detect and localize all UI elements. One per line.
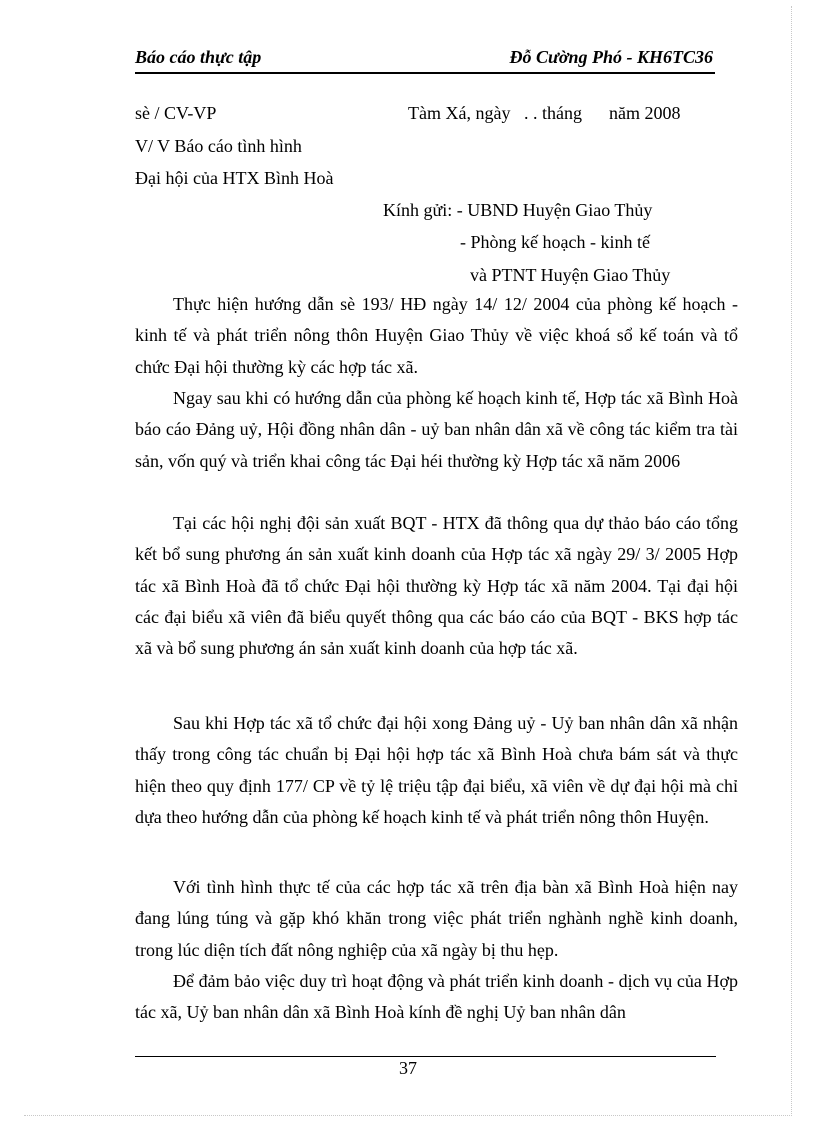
body-paragraph-2: Ngay sau khi có hướng dẫn của phòng kế hoạch kinh tế, Hợp tác xã Bình Hoà báo cáo Đảng uỷ, Hội đồng nhân dân - uỷ ban nhân dân xã về công tác kiểm tra tài sản, vốn quý và triển khai công tác Đại héi thường kỳ Hợp tác xã năm 2006 (135, 388, 738, 471)
body-paragraph-1: Thực hiện hướng dẫn sè 193/ HĐ ngày 14/ 12/ 2004 của phòng kế hoạch - kinh tế và phát triển nông thôn Huyện Giao Thủy về việc khoá sổ kế toán và tổ chức Đại hội thường kỳ các hợp tác xã. (135, 294, 738, 377)
reference-number: sè / CV-VP (135, 103, 217, 123)
header-author: Đỗ Cường Phó - KH6TC36 (509, 47, 713, 67)
running-header (135, 46, 715, 74)
body-paragraph-6: Để đảm bảo việc duy trì hoạt động và phát triển kinh doanh - dịch vụ của Hợp tác xã, Uỷ ban nhân dân xã Bình Hoà kính đề nghị Uỷ ban nhân dân (135, 971, 738, 1023)
body-paragraph-3: Tại các hội nghị đội sản xuất BQT - HTX đã thông qua dự thảo báo cáo tổng kết bổ sung phương án sản xuất kinh doanh của Hợp tác xã ngày 29/ 3/ 2005 Hợp tác xã Bình Hoà đã tổ chức Đại hội thường kỳ Hợp tác xã năm 2004. Tại đại hội các đại biểu xã viên đã biểu quyết thông qua các báo cáo của BQT - BKS hợp tác xã và bổ sung phương án sản xuất kinh doanh của hợp tác xã. (135, 513, 738, 659)
recipient-label: Kính gửi: - UBND Huyện Giao Thủy (383, 200, 653, 220)
header-report-title: Báo cáo thực tập (135, 47, 262, 67)
footer-rule (135, 1056, 716, 1057)
recipient-line-3: và PTNT Huyện Giao Thủy (470, 265, 671, 285)
recipient-line-2: - Phòng kế hoạch - kinh tế (460, 232, 650, 252)
subject-line-1: V/ V Báo cáo tình hình (135, 136, 302, 156)
place-date: Tàm Xá, ngày . . tháng năm 2008 (408, 103, 681, 123)
subject-line-2: Đại hội của HTX Bình Hoà (135, 168, 334, 188)
body-paragraph-4: Sau khi Hợp tác xã tổ chức đại hội xong Đảng uỷ - Uỷ ban nhân dân xã nhận thấy trong công tác chuẩn bị Đại hội hợp tác xã Bình Hoà chưa bám sát và thực hiện theo quy định 177/ CP về tỷ lệ triệu tập đại biểu, xã viên về dự đại hội mà chỉ dựa theo hướng dẫn của phòng kế hoạch kinh tế và phát triển nông thôn Huyện. (135, 713, 738, 827)
page-number: 37 (399, 1058, 417, 1078)
body-paragraph-5: Với tình hình thực tế của các hợp tác xã trên địa bàn xã Bình Hoà hiện nay đang lúng túng và gặp khó khăn trong việc phát triển nghành nghề kinh doanh, trong lúc diện tích đất nông nghiệp của xã ngày bị thu hẹp. (135, 877, 738, 960)
